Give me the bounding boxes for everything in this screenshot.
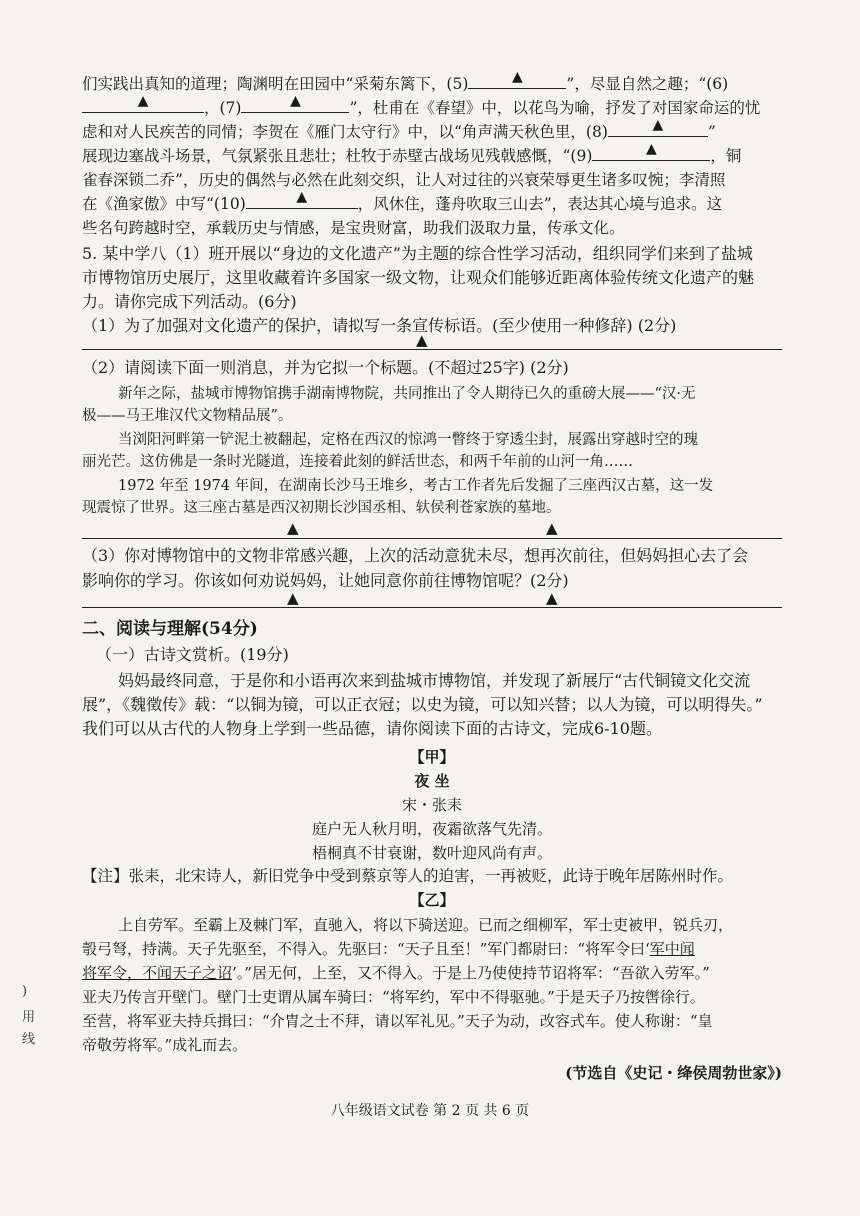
- answer-blank-9[interactable]: [592, 141, 710, 161]
- text: 彀弓弩，持满。天子先驱至，不得入。先驱曰：“天子且至！”军门都尉曰：“将军令曰‘: [82, 940, 650, 958]
- q4-line-6: [82, 189, 782, 215]
- section-title: 二、阅读与理解(54分): [82, 619, 258, 639]
- text: ’。”居无何，上至，又不得入。于是上乃使使持节诏将军：“吾欲入劳军。”: [232, 964, 710, 982]
- poem-line-2: 梧桐真不甘衰谢，数叶迎风尚有声。: [311, 844, 552, 862]
- triangle-icon: ▲: [287, 589, 299, 607]
- poem-author: 宋・张耒: [401, 796, 462, 814]
- intro-line-1: 妈妈最终同意，于是你和小语再次来到盐城市博物馆，并发现了新展厅“古代铜镜文化交流: [118, 671, 751, 690]
- text: ”，尽显自然之趣；“(6): [566, 75, 729, 93]
- text: 们实践出真知的道理；陶渊明在田园中“采菊东篱下，(5): [82, 75, 469, 93]
- intro-line-3: 我们可以从古代的人物身上学到一些品德，请你阅读下面的古诗文，完成6-10题。: [82, 719, 662, 738]
- underlined-phrase: 将军令，不闻天子之诏: [82, 964, 233, 982]
- margin-mark: 用: [22, 1010, 36, 1025]
- prose-tag: 【乙】: [409, 891, 455, 909]
- news-line-3: 当浏阳河畔第一铲泥土被翻起，定格在西汉的惊鸿一瞥终于穿透尘封，展露出穿越时空的瑰: [118, 432, 698, 448]
- triangle-icon: ▲: [416, 331, 428, 349]
- triangle-icon: ▲: [137, 93, 149, 109]
- subsection-title: （一）古诗文赏析。(19分): [96, 645, 289, 664]
- news-line-1: 新年之际，盐城市博物馆携手湖南博物院，共同推出了令人期待已久的重磅大展——“汉·无: [118, 386, 696, 402]
- underlined-phrase: 军中闻: [649, 940, 695, 958]
- q5-sub-1: （1）为了加强对文化遗产的保护，请拟写一条宣传标语。(至少使用一种修辞) (2分): [82, 316, 677, 335]
- text: ，铜: [710, 147, 742, 165]
- text: ”，杜甫在《春望》中，以花鸟为喻，抒发了对国家命运的忧: [349, 99, 761, 117]
- answer-blank-6[interactable]: [82, 93, 204, 113]
- triangle-icon: ▲: [290, 93, 301, 109]
- triangle-icon: ▲: [646, 141, 657, 157]
- prose-line-4: 亚夫乃传言开壁门。壁门士吏谓从属车骑曰：“将军约，军中不得驱驰。”于是天子乃按辔徐行。: [82, 988, 705, 1006]
- text: 在《渔家傲》中写“(10): [82, 195, 246, 213]
- triangle-icon: ▲: [652, 117, 664, 133]
- text: ，风休住，蓬舟吹取三山去”，表达其心境与追求。这: [357, 195, 723, 213]
- q5-prompt-line-3: 力。请你完成下列活动。(6分): [82, 292, 297, 311]
- prose-line-6: 帝敬劳将军。”成礼而去。: [82, 1036, 248, 1054]
- q4-line-7: 些名句跨越时空，承载历史与情感，是宝贵财富，助我们汲取力量，传承文化。: [82, 219, 625, 237]
- q5-sub-3-line-1: （3）你对博物馆中的文物非常感兴趣，上次的活动意犹未尽，想再次前往，但妈妈担心去了会: [82, 546, 749, 565]
- text: 展现边塞战斗场景，气氛紧张且悲壮；杜牧于赤壁古战场见残戟感慨，“(9): [82, 147, 593, 165]
- poem-line-1: 庭户无人秋月明，夜霜欲落气先清。: [311, 820, 552, 838]
- q5-prompt-line-1: 5. 某中学八（1）班开展以“身边的文化遗产”为主题的综合性学习活动，组织同学们来到了盐城: [82, 244, 753, 263]
- poem-title: 夜 坐: [414, 772, 450, 790]
- q4-line-4: [82, 141, 782, 167]
- answer-blank-5[interactable]: [468, 69, 566, 89]
- text: 虑和对人民疾苦的同情；李贺在《雁门太守行》中，以“角声满天秋色里，(8): [82, 123, 608, 141]
- answer-line-slogan[interactable]: [82, 349, 782, 350]
- margin-mark: 线: [22, 1032, 36, 1047]
- q4-line-3: [82, 117, 782, 143]
- news-line-5: 1972 年至 1974 年间，在湖南长沙马王堆乡，考古工作者先后发掘了三座西汉古墓，这一发: [118, 478, 714, 494]
- triangle-icon: ▲: [546, 589, 558, 607]
- intro-line-2: 展”，《魏徵传》载：“以铜为镜，可以正衣冠；以史为镜，可以知兴替；以人为镜，可以明得失。”: [82, 695, 763, 714]
- prose-line-3: [82, 962, 782, 984]
- text: ，(7): [204, 99, 242, 117]
- answer-blank-7[interactable]: [241, 93, 349, 113]
- triangle-icon: ▲: [287, 519, 299, 537]
- answer-line-headline[interactable]: [82, 538, 782, 539]
- q5-sub-2: （2）请阅读下面一则消息，并为它拟一个标题。(不超过25字) (2分): [82, 358, 569, 377]
- q5-prompt-line-2: 市博物馆历史展厅，这里收藏着许多国家一级文物，让观众们能够近距离体验传统文化遗产的魅: [82, 268, 755, 287]
- q4-line-1: [82, 69, 782, 95]
- q4-line-2: [82, 93, 782, 119]
- triangle-icon: ▲: [296, 189, 308, 205]
- prose-source: (节选自《史记・绛侯周勃世家》): [565, 1064, 782, 1082]
- answer-blank-8[interactable]: [608, 117, 708, 137]
- poem-note: 【注】张耒，北宋诗人，新旧党争中受到蔡京等人的迫害，一再被贬，此诗于晚年居陈州时作。: [82, 867, 734, 885]
- answer-line-persuade[interactable]: [82, 607, 782, 608]
- q4-line-5: 雀春深锁二乔”，历史的偶然与必然在此刻交织，让人对过往的兴衰荣辱更生诸多叹惋；李清照: [82, 171, 726, 189]
- news-line-4: 丽光芒。这仿佛是一条时光隧道，连接着此刻的鲜活世态，和两千年前的山河一角……: [82, 454, 633, 470]
- triangle-icon: ▲: [512, 69, 523, 85]
- news-line-6: 现震惊了世界。这三座古墓是西汉初期长沙国丞相、轪侯利苍家族的墓地。: [82, 500, 561, 516]
- q5-sub-3-line-2: 影响你的学习。你该如何劝说妈妈，让她同意你前往博物馆呢？(2分): [82, 571, 569, 590]
- poem-tag: 【甲】: [409, 748, 455, 766]
- news-line-2: 极——马王堆汉代文物精品展”。: [82, 408, 293, 424]
- page-footer: 八年级语文试卷 第 2 页 共 6 页: [330, 1103, 530, 1119]
- prose-line-2: [82, 938, 782, 960]
- prose-line-5: 至营，将军亚夫持兵揖曰：“介胄之士不拜，请以军礼见。”天子为动，改容式车。使人称谢：“皇: [82, 1012, 713, 1030]
- answer-blank-10[interactable]: [246, 189, 358, 209]
- text: ”: [707, 123, 716, 141]
- margin-mark: ): [22, 984, 28, 999]
- triangle-icon: ▲: [546, 519, 558, 537]
- prose-line-1: 上自劳军。至霸上及棘门军，直驰入，将以下骑送迎。已而之细柳军，军士吏被甲，锐兵刃，: [118, 916, 734, 934]
